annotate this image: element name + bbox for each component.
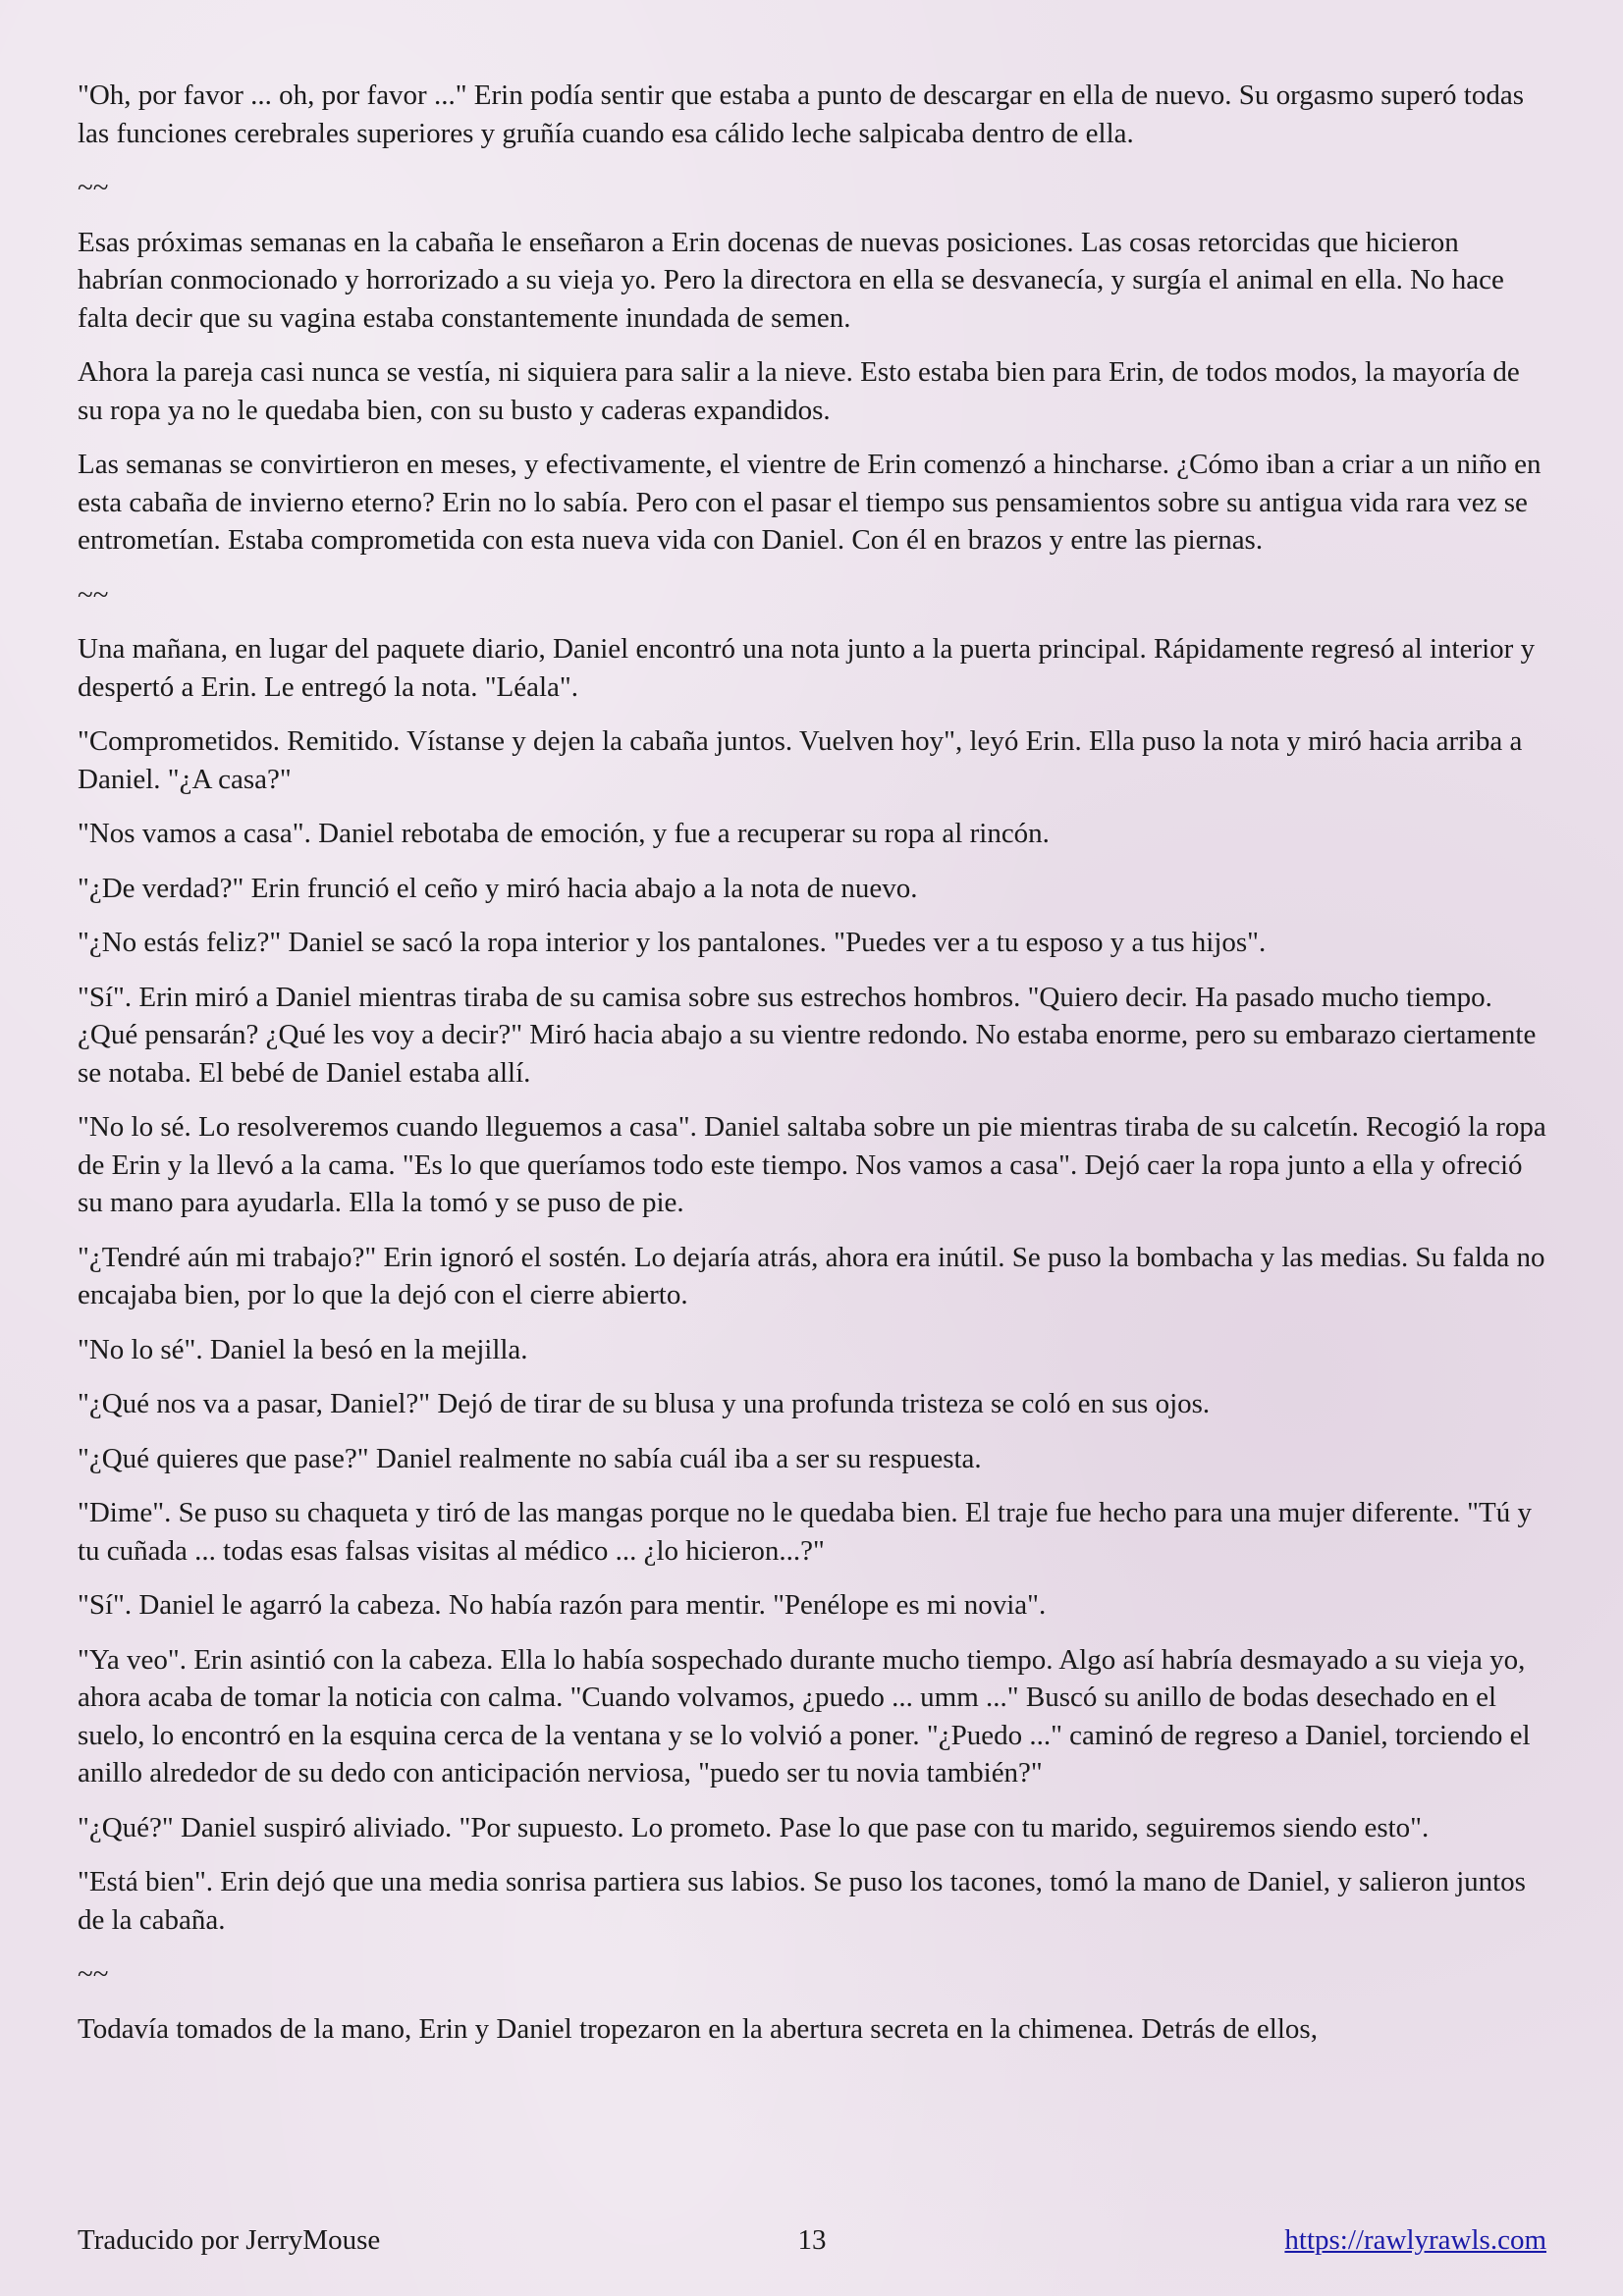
- paragraph: "Está bien". Erin dejó que una media sonrisa partiera sus labios. Se puso los tacones, tomó la mano de Daniel, y salieron juntos de la cabaña.: [78, 1866, 1526, 1936]
- paragraph: Las semanas se convirtieron en meses, y efectivamente, el vientre de Erin comenzó a hincharse. ¿Cómo iban a criar a un niño en esta cabaña de invierno eterno? Erin no lo sabía. Pero con el pasar el tiempo sus pensamientos sobre su antigua vida rara vez se entrometían. Estaba comprometida con esta nueva vida con Daniel. Con él en brazos y entre las piernas.: [78, 449, 1542, 556]
- paragraph: "¿De verdad?" Erin frunció el ceño y miró hacia abajo a la nota de nuevo.: [78, 872, 918, 904]
- page-number: 13: [797, 2224, 827, 2256]
- paragraph: "¿Qué?" Daniel suspiró aliviado. "Por supuesto. Lo prometo. Pase lo que pase con tu marido, seguiremos siendo esto".: [78, 1811, 1430, 1843]
- paragraph: "Dime". Se puso su chaqueta y tiró de las mangas porque no le quedaba bien. El traje fue hecho para una mujer diferente. "Tú y tu cuñada ... todas esas falsas visitas al médico ... ¿lo hicieron...?": [78, 1497, 1532, 1567]
- page-footer: [78, 2221, 1546, 2261]
- document-body: [78, 77, 1550, 2064]
- paragraph: "¿No estás feliz?" Daniel se sacó la ropa interior y los pantalones. "Puedes ver a tu esposo y a tus hijos".: [78, 927, 1267, 958]
- paragraph: "Ya veo". Erin asintió con la cabeza. Ella lo había sospechado durante mucho tiempo. Algo así habría desmayado a su vieja yo, ahora acaba de tomar la noticia con calma. "Cuando volvamos, ¿puedo ... umm ..." Buscó su anillo de bodas desechado en el suelo, lo encontró en la esquina cerca de la ventana y se lo volvió a poner. "¿Puedo ..." caminó de regreso a Daniel, torciendo el anillo alrededor de su dedo con anticipación nerviosa, "puedo ser tu novia también?": [78, 1643, 1531, 1789]
- paragraph: "¿Qué quieres que pase?" Daniel realmente no sabía cuál iba a ser su respuesta.: [78, 1442, 982, 1474]
- paragraph: "¿Qué nos va a pasar, Daniel?" Dejó de tirar de su blusa y una profunda tristeza se coló en sus ojos.: [78, 1388, 1211, 1419]
- section-separator: ~~: [78, 1958, 109, 1990]
- translator-credit: Traducido por JerryMouse: [78, 2224, 381, 2256]
- paragraph: "No lo sé". Daniel la besó en la mejilla.: [78, 1333, 528, 1365]
- paragraph: "Oh, por favor ... oh, por favor ..." Erin podía sentir que estaba a punto de descargar en ella de nuevo. Su orgasmo superó todas las funciones cerebrales superiores y gruñía cuando esa cálido leche salpicaba dentro de ella.: [78, 80, 1525, 149]
- paragraph: Una mañana, en lugar del paquete diario, Daniel encontró una nota junto a la puerta principal. Rápidamente regresó al interior y despertó a Erin. Le entregó la nota. "Léala".: [78, 633, 1536, 703]
- paragraph: "Sí". Daniel le agarró la cabeza. No había razón para mentir. "Penélope es mi novia".: [78, 1589, 1047, 1621]
- paragraph: Esas próximas semanas en la cabaña le enseñaron a Erin docenas de nuevas posiciones. Las cosas retorcidas que hicieron habrían conmocionado y horrorizado a su vieja yo. Pero la directora en ella se desvanecía, y surgía el animal en ella. No hace falta decir que su vagina estaba constantemente inundada de semen.: [78, 226, 1504, 334]
- paragraph: "No lo sé. Lo resolveremos cuando lleguemos a casa". Daniel saltaba sobre un pie mientras tiraba de su calcetín. Recogió la ropa de Erin y la llevó a la cama. "Es lo que queríamos todo este tiempo. Nos vamos a casa". Dejó caer la ropa junto a ella y ofreció su mano para ayudarla. Ella la tomó y se puso de pie.: [78, 1111, 1546, 1218]
- section-separator: ~~: [78, 172, 109, 203]
- paragraph: Ahora la pareja casi nunca se vestía, ni siquiera para salir a la nieve. Esto estaba bien para Erin, de todos modos, la mayoría de su ropa ya no le quedaba bien, con su busto y caderas expandidos.: [78, 356, 1520, 426]
- paragraph: "Sí". Erin miró a Daniel mientras tiraba de su camisa sobre sus estrechos hombros. "Quiero decir. Ha pasado mucho tiempo. ¿Qué pensarán? ¿Qué les voy a decir?" Miró hacia abajo a su vientre redondo. No estaba enorme, pero su embarazo ciertamente se notaba. El bebé de Daniel estaba allí.: [78, 981, 1537, 1089]
- website-link[interactable]: https://rawlyrawls.com: [1284, 2224, 1546, 2256]
- paragraph: "Comprometidos. Remitido. Vístanse y dejen la cabaña juntos. Vuelven hoy", leyó Erin. Ella puso la nota y miró hacia arriba a Daniel. "¿A casa?": [78, 725, 1523, 795]
- paragraph: Todavía tomados de la mano, Erin y Daniel tropezaron en la abertura secreta en la chimenea. Detrás de ellos,: [78, 2012, 1318, 2045]
- paragraph: "Nos vamos a casa". Daniel rebotaba de emoción, y fue a recuperar su ropa al rincón.: [78, 818, 1050, 849]
- paragraph: "¿Tendré aún mi trabajo?" Erin ignoró el sostén. Lo dejaría atrás, ahora era inútil. Se puso la bombacha y las medias. Su falda no encajaba bien, por lo que la dejó con el cierre abierto.: [78, 1241, 1545, 1310]
- section-separator: ~~: [78, 578, 109, 611]
